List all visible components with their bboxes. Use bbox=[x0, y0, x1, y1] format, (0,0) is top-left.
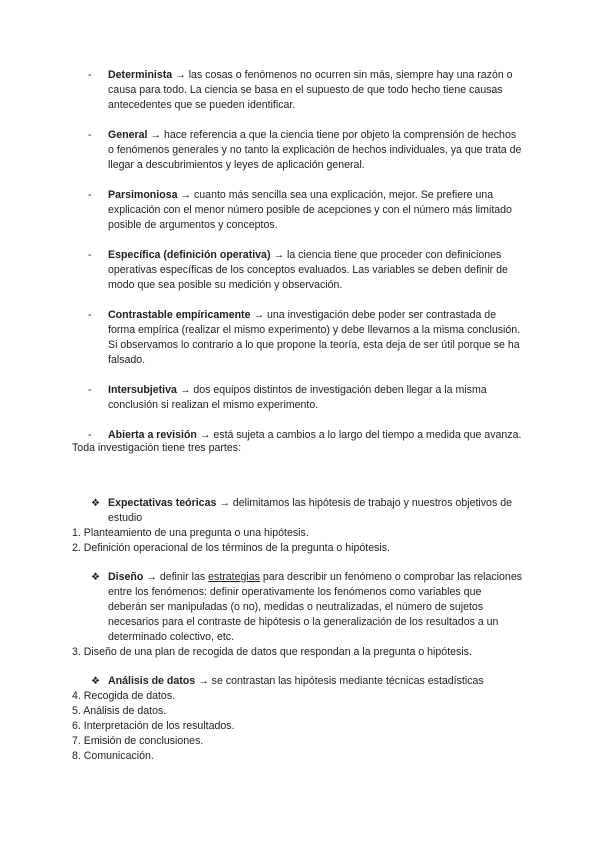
term-label: Específica (definición operativa) bbox=[108, 249, 271, 261]
term-text: definir las bbox=[159, 571, 206, 583]
part-heading bbox=[0, 570, 600, 645]
arrow-icon: → bbox=[150, 129, 161, 141]
list-item bbox=[0, 248, 600, 293]
term-text: la ciencia tiene que proceder con definiciones operativas específicas de los conceptos evaluados. Las variables se deben definir de modo que sea posible su medición y observación. bbox=[108, 249, 508, 291]
list-item bbox=[0, 68, 600, 113]
list-item: 2. Definición operacional de los términos de la pregunta o hipótesis. bbox=[72, 542, 391, 554]
arrow-icon: → bbox=[146, 571, 157, 583]
list-item bbox=[0, 308, 600, 368]
term-text: una investigación debe poder ser contrastada de forma empírica (realizar el mismo experimento) y debe llevarnos a la misma conclusión. Si observamos lo contrario a lo que propone la teoría, esta deja de ser útil porque se ha falsado. bbox=[108, 309, 521, 366]
part-heading bbox=[0, 674, 600, 689]
arrow-icon: → bbox=[219, 497, 230, 509]
arrow-icon: → bbox=[273, 249, 285, 261]
diamond-bullet-icon: ❖ bbox=[91, 498, 100, 509]
term-text: hace referencia a que la ciencia tiene por objeto la comprensión de hechos o fenómenos generales y no tanto la explicación de hechos individuales, ya que trata de llegar a descubrimientos y leyes de aplicación general. bbox=[108, 129, 522, 171]
arrow-icon: → bbox=[199, 429, 211, 441]
part-section bbox=[0, 570, 600, 660]
arrow-icon: → bbox=[180, 189, 192, 201]
part-section bbox=[0, 674, 600, 764]
term-text: dos equipos distintos de investigación deben llegar a la misma conclusión si realizan el mismo experimento. bbox=[108, 384, 487, 411]
part-section bbox=[0, 496, 600, 556]
term-text: para describir un fenómeno o comprobar las relaciones entre los fenómenos: definir operativamente los fenómenos como variables que deberán ser manipuladas (o no), medidas o neutralizadas, el número de sujetos necesarios para el contraste de hipótesis o la generalización de los resultados a un determinado colectivo, etc. bbox=[108, 571, 523, 643]
dash-bullet: - bbox=[88, 429, 92, 441]
list-item bbox=[0, 128, 600, 173]
list-item: 8. Comunicación. bbox=[72, 750, 154, 762]
list-item: 1. Planteamiento de una pregunta o una hipótesis. bbox=[72, 527, 309, 539]
dash-bullet: - bbox=[88, 309, 92, 321]
numbered-list bbox=[0, 645, 600, 660]
diamond-bullet-icon: ❖ bbox=[91, 572, 100, 583]
term-text: está sujeta a cambios a lo largo del tiempo a medida que avanza. bbox=[213, 429, 522, 441]
research-parts bbox=[0, 496, 600, 778]
numbered-list bbox=[0, 689, 600, 764]
term-label: Diseño bbox=[108, 571, 144, 583]
list-item: 7. Emisión de conclusiones. bbox=[72, 735, 204, 747]
diamond-bullet-icon: ❖ bbox=[91, 676, 100, 687]
dash-bullet: - bbox=[88, 249, 92, 261]
part-heading bbox=[0, 496, 600, 526]
dash-bullet: - bbox=[88, 129, 92, 141]
dash-bullet: - bbox=[88, 189, 92, 201]
term-label: General bbox=[108, 129, 148, 141]
list-item bbox=[0, 383, 600, 413]
arrow-icon: → bbox=[198, 675, 209, 687]
term-text: se contrastan las hipótesis mediante técnicas estadísticas bbox=[211, 675, 484, 687]
arrow-icon: → bbox=[175, 69, 186, 81]
numbered-list bbox=[0, 526, 600, 556]
term-label: Parsimoniosa bbox=[108, 189, 178, 201]
term-label: Determinista bbox=[108, 69, 173, 81]
term-label: Contrastable empíricamente bbox=[108, 309, 251, 321]
list-item bbox=[0, 188, 600, 233]
list-item: 4. Recogida de datos. bbox=[72, 690, 176, 702]
term-label: Expectativas teóricas bbox=[108, 497, 217, 509]
term-label: Análisis de datos bbox=[108, 675, 196, 687]
arrow-icon: → bbox=[179, 384, 191, 396]
term-label: Intersubjetiva bbox=[108, 384, 177, 396]
characteristics-list bbox=[0, 68, 600, 458]
list-item: 3. Diseño de una plan de recogida de datos que respondan a la pregunta o hipótesis. bbox=[72, 646, 472, 658]
list-item: 5. Análisis de datos. bbox=[72, 705, 167, 717]
dash-bullet: - bbox=[88, 69, 92, 81]
term-text: delimitamos las hipótesis de trabajo y nuestros objetivos de estudio bbox=[108, 497, 512, 524]
term-text: cuanto más sencilla sea una explicación, mejor. Se prefiere una explicación con el menor número posible de acepciones y con el número más limitado posible de argumentos y conceptos. bbox=[108, 189, 512, 231]
dash-bullet: - bbox=[88, 384, 92, 396]
list-item: 6. Interpretación de los resultados. bbox=[72, 720, 235, 732]
intro-paragraph: Toda investigación tiene tres partes: bbox=[72, 442, 242, 454]
term-label: Abierta a revisión bbox=[108, 429, 197, 441]
underlined-term: estrategias bbox=[208, 571, 260, 583]
arrow-icon: → bbox=[253, 309, 265, 321]
term-text: las cosas o fenómenos no ocurren sin más, siempre hay una razón o causa para todo. La ciencia se basa en el supuesto de que todo hecho tiene causas antecedentes que se pueden identificar. bbox=[108, 69, 513, 111]
